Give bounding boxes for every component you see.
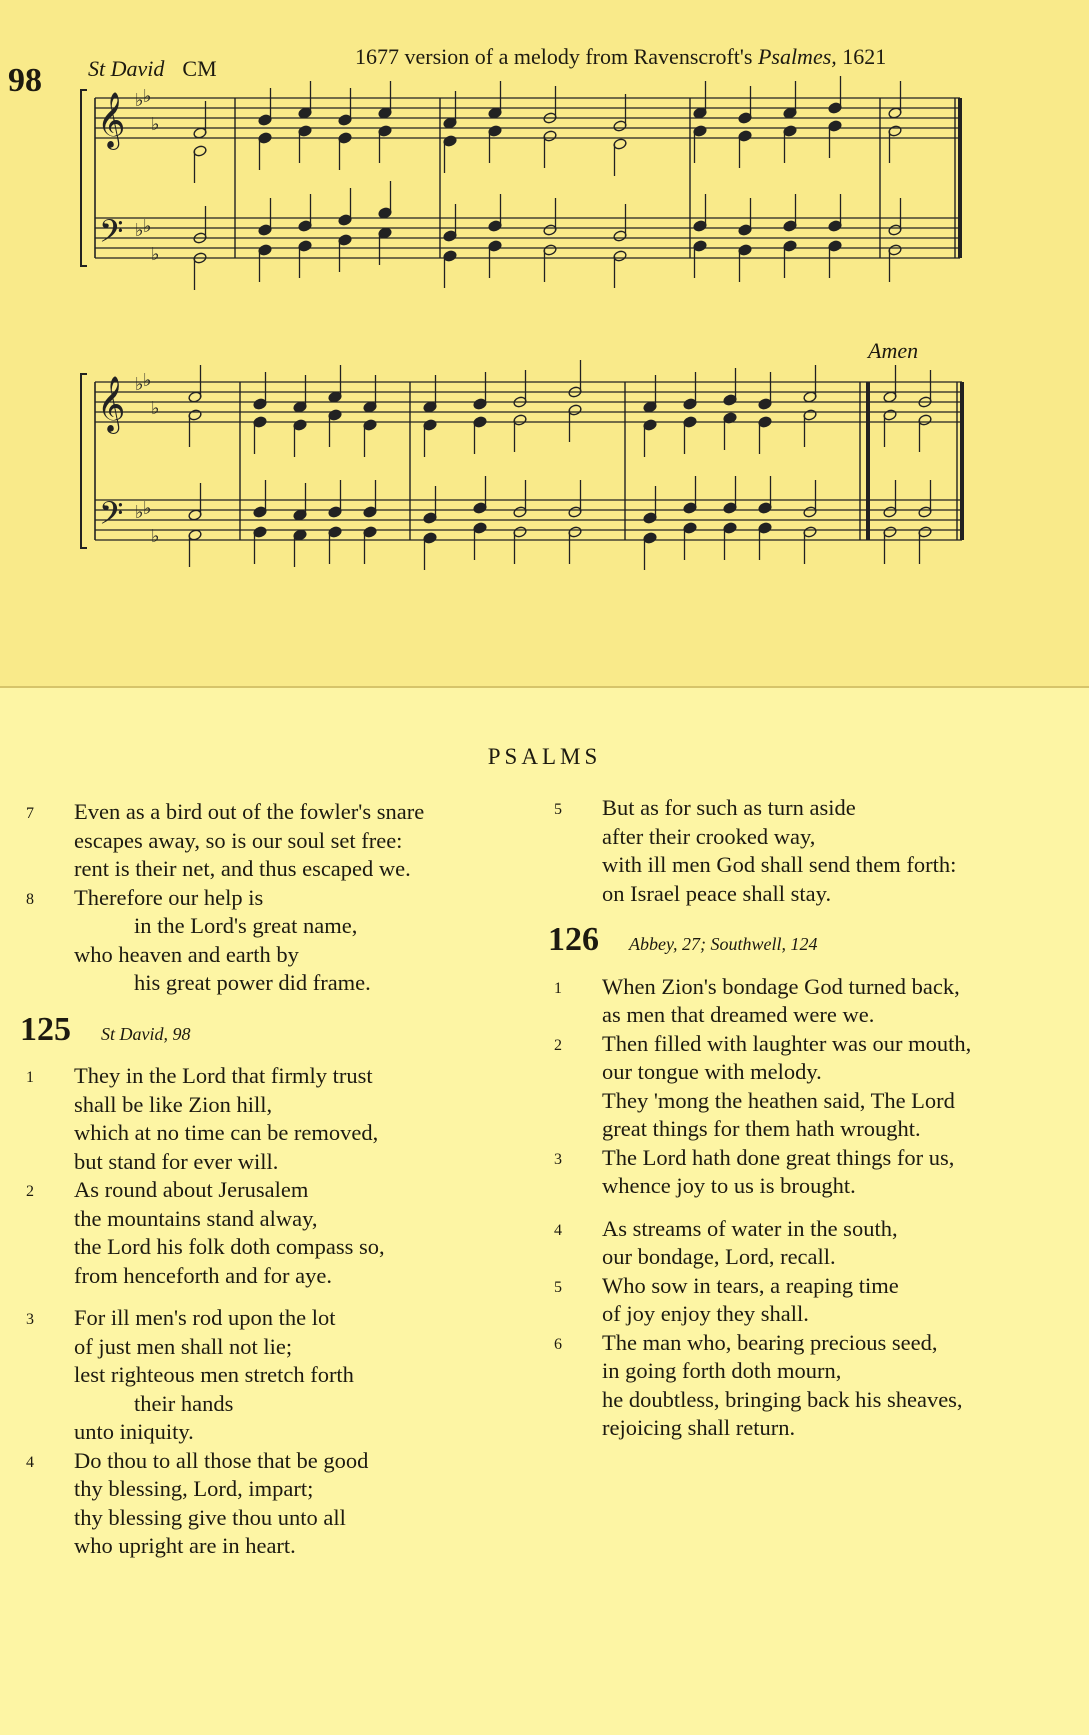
verse-number: 4 [26,1453,34,1471]
flat-sign: ♭ [151,398,160,419]
music-score [0,0,1089,686]
flat-sign: ♭ [151,526,160,547]
treble-clef: 𝄞 [97,376,126,432]
verse-line: rent is their net, and thus escaped we. [74,856,411,881]
verse-line: in the Lord's great name, [134,913,358,938]
tune-meter: CM [182,56,217,81]
verse-line: he doubtless, bringing back his sheaves, [602,1386,963,1412]
verse [20,884,490,998]
verse-number: 2 [26,1183,34,1200]
verse-line: As streams of water in the south, [602,1215,898,1241]
verse-line: which at no time can be removed, [74,1120,379,1145]
verse-line: Who sow in tears, a reaping time [602,1272,899,1298]
verse-line: shall be like Zion hill, [74,1091,273,1117]
verse-line: thy blessing, Lord, impart; [74,1476,314,1501]
verse-line: with ill men God shall send them forth: [602,852,957,877]
verse [548,1030,1068,1144]
verse-number: 6 [554,1335,562,1353]
verse-line: Do thou to all those that be good [74,1447,369,1473]
verse-line: on Israel peace shall stay. [602,880,832,906]
bass-clef: 𝄢 [99,213,124,257]
verse-line: For ill men's rod upon the lot [74,1305,336,1330]
verse-number: 3 [554,1150,562,1168]
verse-number: 4 [554,1221,562,1239]
verse-line: who heaven and earth by [74,941,299,967]
flat-sign: ♭ [143,86,152,107]
verse-line: the Lord his folk doth compass so, [74,1234,385,1259]
left-column [20,798,490,1561]
verse-line: after their crooked way, [602,823,816,849]
verse [20,1447,490,1561]
verse-line: Therefore our help is [74,884,264,910]
flat-sign: ♭ [143,370,152,391]
verse-number: 7 [26,805,34,822]
verse-line: escapes away, so is our soul set free: [74,827,403,853]
verse-line: But as for such as turn aside [602,795,856,820]
tune-name: St David [88,56,165,81]
verse [548,1329,1068,1443]
flat-sign: ♭ [135,374,144,395]
psalm-heading [20,1010,490,1049]
verse [20,1062,490,1176]
verse [548,1144,1068,1201]
psalm-tunes: Abbey, 27; Southwell, 124 [629,934,818,954]
system-bracket [81,90,87,266]
verse-number: 3 [26,1311,34,1328]
flat-sign: ♭ [135,90,144,111]
source-prefix: 1677 version of a melody from Ravenscroft's [355,44,753,69]
source-year: 1621 [842,44,887,69]
psalm-number: 125 [20,1010,71,1048]
verse-line: rejoicing shall return. [602,1415,796,1440]
verse-line: great things for them hath wrought. [602,1116,921,1141]
verse [548,1215,1068,1272]
flat-sign: ♭ [151,244,160,265]
verse-line: from henceforth and for aye. [74,1262,333,1288]
verse-gap [548,1201,1068,1215]
verse-line: in going forth doth mourn, [602,1358,842,1383]
verse [20,798,490,884]
verse-number: 2 [554,1036,562,1054]
amen-label: Amen [868,338,919,363]
system-bracket [81,374,87,548]
verse-line: The Lord hath done great things for us, [602,1144,955,1170]
flat-sign: ♭ [135,502,144,523]
bass-clef: 𝄢 [99,495,124,539]
verse-number: 8 [26,890,34,908]
section-title: PSALMS [487,744,602,769]
verse-line: As round about Jerusalem [74,1177,309,1202]
verse-number: 5 [554,801,562,818]
flat-sign: ♭ [143,216,152,237]
verse-line: their hands [134,1390,234,1416]
psalm-heading [548,921,1068,959]
hymn-number: 98 [8,62,42,99]
right-column [548,794,1068,1443]
verse-line: Even as a bird out of the fowler's snare [74,799,425,824]
verse-line: They in the Lord that firmly trust [74,1063,373,1088]
flat-sign: ♭ [135,220,144,241]
verse-line: our bondage, Lord, recall. [602,1244,836,1269]
verse-number: 1 [554,979,562,997]
verse-line: as men that dreamed were we. [602,1002,875,1027]
psalm-tunes: St David, 98 [101,1023,191,1044]
verse-line: lest righteous men stretch forth [74,1362,354,1387]
verse-number: 5 [554,1278,562,1296]
verse-number: 1 [26,1069,34,1086]
verse-line: thy blessing give thou unto all [74,1504,346,1530]
verse-line: The man who, bearing precious seed, [602,1329,938,1355]
verse-line: unto iniquity. [74,1419,194,1444]
verse-line: of just men shall not lie; [74,1333,293,1359]
verse-line: They 'mong the heathen said, The Lord [602,1087,955,1113]
verse [548,1272,1068,1329]
source-title: Psalmes, [757,44,837,69]
verse [548,794,1068,908]
verse-line: whence joy to us is brought. [602,1173,856,1198]
verse-line: the mountains stand alway, [74,1205,318,1231]
flat-sign: ♭ [151,114,160,135]
verse-gap [20,1290,490,1304]
verse-line: his great power did frame. [134,970,371,995]
flat-sign: ♭ [143,498,152,519]
verse-line: but stand for ever will. [74,1148,279,1174]
verse-line: who upright are in heart. [74,1533,296,1558]
verse-line: of joy enjoy they shall. [602,1301,809,1326]
psalm-number: 126 [548,921,599,958]
verse [548,973,1068,1030]
verse-line: When Zion's bondage God turned back, [602,973,960,999]
treble-clef: 𝄞 [97,92,126,148]
verse [20,1176,490,1290]
verse [20,1304,490,1447]
verse-line: our tongue with melody. [602,1059,822,1084]
verse-line: Then filled with laughter was our mouth, [602,1030,972,1056]
